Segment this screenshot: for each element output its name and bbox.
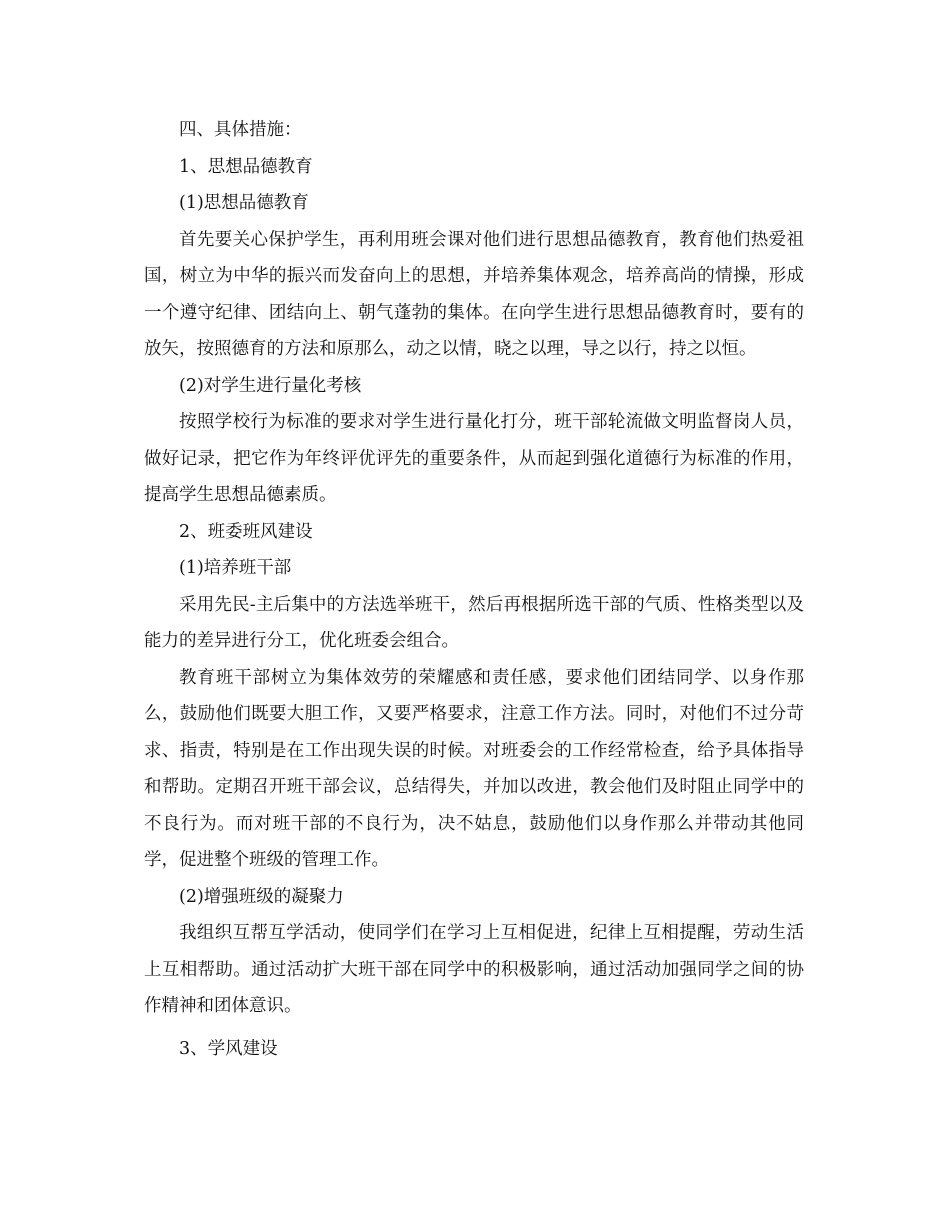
subsection-heading-class-committee: 2、班委班风建设: [179, 521, 313, 542]
document-body: [144, 112, 804, 1067]
paragraph-class-cohesion: 我组织互帮互学活动，使同学们在学习上互相促进，纪律上互相提醒，劳动生活上互相帮助。通过活动扩大班干部在同学中的积极影响，通过活动加强同学之间的协作精神和团体意识。: [144, 923, 804, 1016]
item-heading-quantitative-assessment: (2)对学生进行量化考核: [179, 375, 362, 396]
paragraph-election-method: 采用先民-主后集中的方法选举班干，然后再根据所选干部的气质、性格类型以及能力的差异进行分工，优化班委会组合。: [144, 594, 804, 651]
subsection-heading-study-style: 3、学风建设: [179, 1038, 278, 1059]
paragraph-quantitative-assessment: 按照学校行为标准的要求对学生进行量化打分，班干部轮流做文明监督岗人员，做好记录，把它作为年终评优评先的重要条件，从而起到强化道德行为标准的作用，提高学生思想品德素质。: [144, 412, 804, 505]
item-heading-moral-education: (1)思想品德教育: [179, 193, 309, 213]
item-heading-train-cadres: (1)培养班干部: [179, 558, 292, 578]
paragraph-moral-education: 首先要关心保护学生，再利用班会课对他们进行思想品德教育，教育他们热爱祖国，树立为中华的振兴而发奋向上的思想，并培养集体观念，培养高尚的情操，形成一个遵守纪律、团结向上、朝气蓬勃的集体。在向学生进行思想品德教育时，要有的放矢，按照德育的方法和原那么，动之以情，晓之以理，导之以行，持之以恒。: [144, 229, 804, 359]
item-heading-class-cohesion: (2)增强班级的凝聚力: [179, 886, 344, 907]
paragraph-cadre-education: 教育班干部树立为集体效劳的荣耀感和责任感，要求他们团结同学、以身作那么，鼓励他们既要大胆工作，又要严格要求，注意工作方法。同时，对他们不过分苛求、指责，特别是在工作出现失误的时候。对班委会的工作经常检查，给予具体指导和帮助。定期召开班干部会议，总结得失，并加以改进，教会他们及时阻止同学中的不良行为。而对班干部的不良行为，决不姑息，鼓励他们以身作那么并带动其他同学，促进整个班级的管理工作。: [144, 667, 804, 870]
section-heading-measures: 四、具体措施：: [179, 120, 302, 140]
subsection-heading-moral-education: 1、思想品德教育: [179, 156, 313, 177]
